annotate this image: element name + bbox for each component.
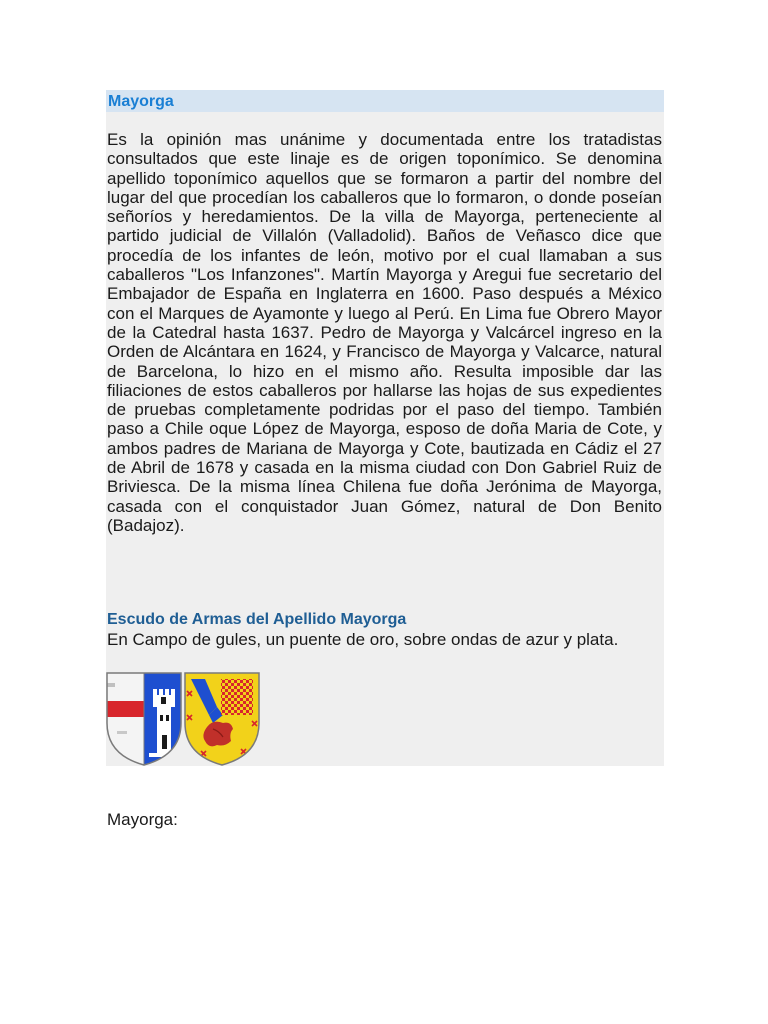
coat-of-arms-tower-shield-icon bbox=[105, 671, 183, 767]
lineage-text: Es la opinión mas unánime y documentada entre los tratadistas consultados que este linaje es de origen toponímico. Se denomina apellido toponímico aquellos que se formaron a partir del nombre del lugar del que procedían los caballeros que lo formaron, o donde poseían señoríos y heredamientos. De la villa de Mayorga, perteneciente al partido judicial de Villalón (Valladolid). Baños de Veñasco dice que procedía de los infantes de león, motivo por el cual llamaban a sus caballeros "Los Infanzones". Martín Mayorga y Aregui fue secretario del Embajador de España en Inglaterra en 1600. Paso después a México con el Marques de Ayamonte y luego al Perú. En Lima fue Obrero Mayor de la Catedral hasta 1637. Pedro de Mayorga y Valcárcel ingreso en la Orden de Alcántara en 1624, y Francisco de Mayorga y Valcarce, natural de Barcelona, lo hizo en el mismo año. Resulta imposible dar las filiaciones de estos caballeros por hallarse las hojas de sus expedientes de pruebas completamente podridas por el paso del tiempo. También paso a Chile oque López de Mayorga, esposo de doña Maria de Cote, y ambos padres de Mariana de Mayorga y Cote, bautizada en Cádiz el 27 de Abril de 1678 y casada en la misma ciudad con Don Gabriel Ruiz de Briviesca. De la misma línea Chilena fue doña Jerónima de Mayorga, casada con el conquistador Juan Gómez, natural de Don Benito (Badajoz). bbox=[107, 130, 662, 535]
coat-of-arms-lion-checkered-shield-icon bbox=[183, 671, 261, 767]
section-heading: Mayorga bbox=[106, 90, 664, 112]
escudo-description: En Campo de gules, un puente de oro, sobre ondas de azur y plata. bbox=[107, 630, 619, 649]
footer-label: Mayorga: bbox=[107, 810, 178, 829]
escudo-heading: Escudo de Armas del Apellido Mayorga bbox=[107, 611, 407, 628]
